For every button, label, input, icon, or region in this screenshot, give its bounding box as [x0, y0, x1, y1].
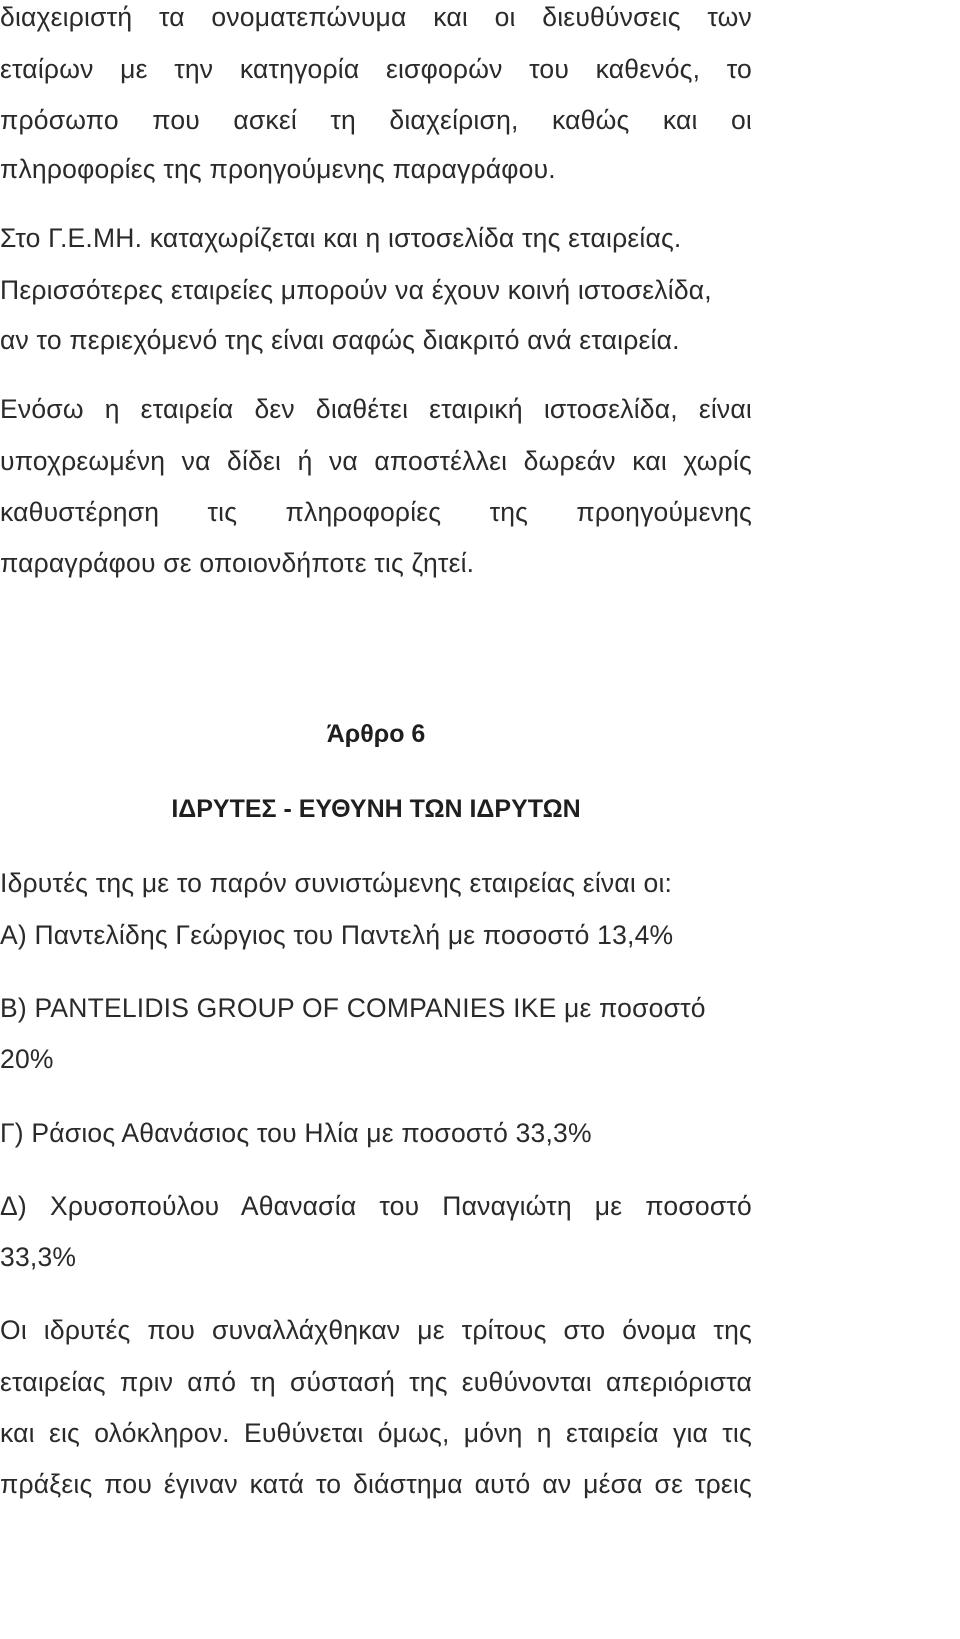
- website-line-1: Στο Γ.Ε.ΜΗ. καταχωρίζεται και η ιστοσελίδα της εταιρείας.: [0, 223, 682, 253]
- website-line-3: αν το περιεχόμενό της είναι σαφώς διακριτό ανά εταιρεία.: [0, 325, 680, 355]
- website-line-2: Περισσότερες εταιρείες μπορούν να έχουν κοινή ιστοσελίδα,: [0, 275, 712, 305]
- liability-line-3: και εις ολόκληρον. Ευθύνεται όμως, μόνη η εταιρεία για τις: [0, 1418, 752, 1448]
- article-number: Άρθρο 6: [326, 720, 426, 748]
- intro-line-1: διαχειριστή τα ονοματεπώνυμα και οι διευθύνσεις των: [0, 2, 752, 32]
- article-title: ΙΔΡΥΤΕΣ - ΕΥΘΥΝΗ ΤΩΝ ΙΔΡΥΤΩΝ: [171, 795, 581, 823]
- no-website-line-3: καθυστέρηση τις πληροφορίες της προηγούμενης: [0, 497, 752, 527]
- founder-d-line-2: 33,3%: [0, 1242, 77, 1272]
- founder-d-line-1: Δ) Χρυσοπούλου Αθανασία του Παναγιώτη με ποσοστό: [0, 1191, 752, 1221]
- intro-line-2: εταίρων με την κατηγορία εισφορών του καθενός, το: [0, 54, 752, 84]
- founder-a: Α) Παντελίδης Γεώργιος του Παντελή με ποσοστό 13,4%: [0, 920, 674, 950]
- no-website-line-2: υποχρεωμένη να δίδει ή να αποστέλλει δωρεάν και χωρίς: [0, 446, 752, 476]
- no-website-line-1: Ενόσω η εταιρεία δεν διαθέτει εταιρική ιστοσελίδα, είναι: [0, 394, 752, 424]
- liability-line-4: πράξεις που έγιναν κατά το διάστημα αυτό αν μέσα σε τρεις: [0, 1469, 752, 1499]
- founders-intro: Ιδρυτές της με το παρόν συνιστώμενης εταιρείας είναι οι:: [0, 868, 673, 898]
- intro-line-4: πληροφορίες της προηγούμενης παραγράφου.: [0, 154, 556, 184]
- founder-b-line-2: 20%: [0, 1044, 54, 1074]
- founder-c: Γ) Ράσιος Αθανάσιος του Ηλία με ποσοστό 33,3%: [0, 1118, 592, 1148]
- founder-b-line-1: Β) PANTELIDIS GROUP OF COMPANIES IKE με ποσοστό: [0, 993, 706, 1023]
- no-website-line-4: παραγράφου σε οποιονδήποτε τις ζητεί.: [0, 548, 475, 578]
- intro-line-3: πρόσωπο που ασκεί τη διαχείριση, καθώς και οι: [0, 105, 752, 135]
- liability-line-1: Οι ιδρυτές που συναλλάχθηκαν με τρίτους στο όνομα της: [0, 1315, 752, 1345]
- liability-line-2: εταιρείας πριν από τη σύστασή της ευθύνονται απεριόριστα: [0, 1367, 752, 1397]
